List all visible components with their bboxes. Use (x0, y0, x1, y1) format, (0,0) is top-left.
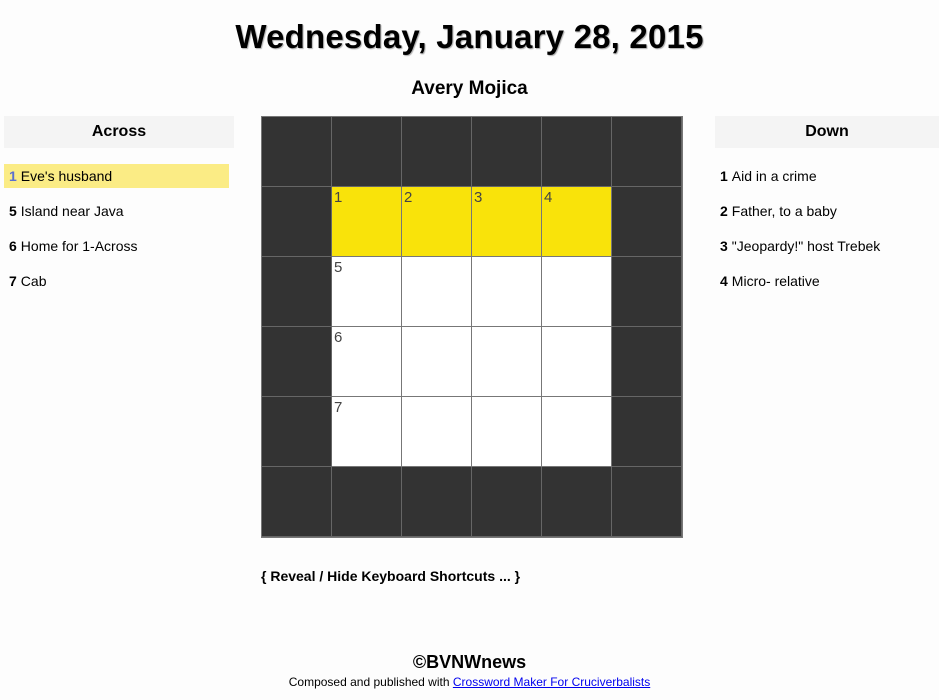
block-cell (262, 327, 332, 397)
clue-text: Island near Java (20, 203, 124, 219)
grid-cell[interactable] (542, 397, 612, 467)
clue-number: 1 (9, 168, 17, 184)
composed-prefix: Composed and published with (288, 675, 450, 689)
across-clue-6[interactable] (4, 234, 229, 258)
grid-cell[interactable] (402, 327, 472, 397)
grid-cell-1[interactable] (332, 187, 402, 257)
grid-cell-2[interactable] (402, 187, 472, 257)
crossword-maker-link[interactable]: Crossword Maker For Cruciverbalists (452, 675, 651, 689)
block-cell (402, 467, 472, 537)
clue-number: 2 (720, 203, 728, 219)
block-cell (332, 117, 402, 187)
cell-number: 4 (544, 189, 553, 206)
block-cell (612, 257, 682, 327)
cell-number: 3 (474, 189, 483, 206)
clue-text: Home for 1-Across (20, 238, 138, 254)
grid-cell-3[interactable] (472, 187, 542, 257)
block-cell (262, 187, 332, 257)
block-cell (542, 117, 612, 187)
clue-text: Aid in a crime (731, 168, 817, 184)
across-heading: Across (4, 116, 234, 148)
cell-number: 6 (334, 329, 343, 346)
puzzle-author: Avery Mojica (411, 78, 528, 99)
down-clue-1[interactable] (715, 164, 939, 188)
clue-number: 4 (720, 273, 728, 289)
clue-text: Eve's husband (20, 168, 113, 184)
block-cell (402, 117, 472, 187)
clue-text: Micro- relative (731, 273, 820, 289)
cell-number: 2 (404, 189, 413, 206)
clue-text: Cab (20, 273, 47, 289)
clue-number: 1 (720, 168, 728, 184)
crossword-grid (261, 116, 683, 538)
block-cell (612, 397, 682, 467)
grid-cell[interactable] (472, 397, 542, 467)
cell-number: 1 (334, 189, 343, 206)
grid-cell[interactable] (402, 397, 472, 467)
block-cell (332, 467, 402, 537)
grid-cell[interactable] (402, 257, 472, 327)
across-clue-1[interactable] (4, 164, 229, 188)
across-clues-panel (4, 116, 234, 304)
clue-number: 6 (9, 238, 17, 254)
grid-cell-5[interactable] (332, 257, 402, 327)
cell-number: 5 (334, 259, 343, 276)
block-cell (262, 467, 332, 537)
down-heading: Down (715, 116, 939, 148)
clue-number: 7 (9, 273, 17, 289)
grid-cell-7[interactable] (332, 397, 402, 467)
across-clue-5[interactable] (4, 199, 229, 223)
block-cell (612, 327, 682, 397)
block-cell (612, 117, 682, 187)
down-clue-4[interactable] (715, 269, 939, 293)
clue-number: 5 (9, 203, 17, 219)
down-clue-3[interactable] (715, 234, 939, 258)
across-clue-7[interactable] (4, 269, 229, 293)
grid-cell[interactable] (542, 257, 612, 327)
block-cell (542, 467, 612, 537)
grid-cell[interactable] (472, 257, 542, 327)
grid-cell[interactable] (542, 327, 612, 397)
block-cell (262, 257, 332, 327)
copyright-text: ©BVNWnews (412, 652, 527, 672)
puzzle-date-title: Wednesday, January 28, 2015 (235, 18, 704, 55)
block-cell (612, 187, 682, 257)
down-clue-2[interactable] (715, 199, 939, 223)
down-clues-panel (715, 116, 939, 304)
clue-text: Father, to a baby (731, 203, 837, 219)
block-cell (472, 117, 542, 187)
block-cell (262, 397, 332, 467)
cell-number: 7 (334, 399, 343, 416)
grid-cell-4[interactable] (542, 187, 612, 257)
keyboard-shortcuts-toggle[interactable]: { Reveal / Hide Keyboard Shortcuts ... } (261, 568, 521, 584)
block-cell (472, 467, 542, 537)
grid-cell-6[interactable] (332, 327, 402, 397)
grid-cell[interactable] (472, 327, 542, 397)
composed-line (0, 675, 939, 689)
clue-number: 3 (720, 238, 728, 254)
block-cell (612, 467, 682, 537)
block-cell (262, 117, 332, 187)
clue-text: "Jeopardy!" host Trebek (731, 238, 881, 254)
